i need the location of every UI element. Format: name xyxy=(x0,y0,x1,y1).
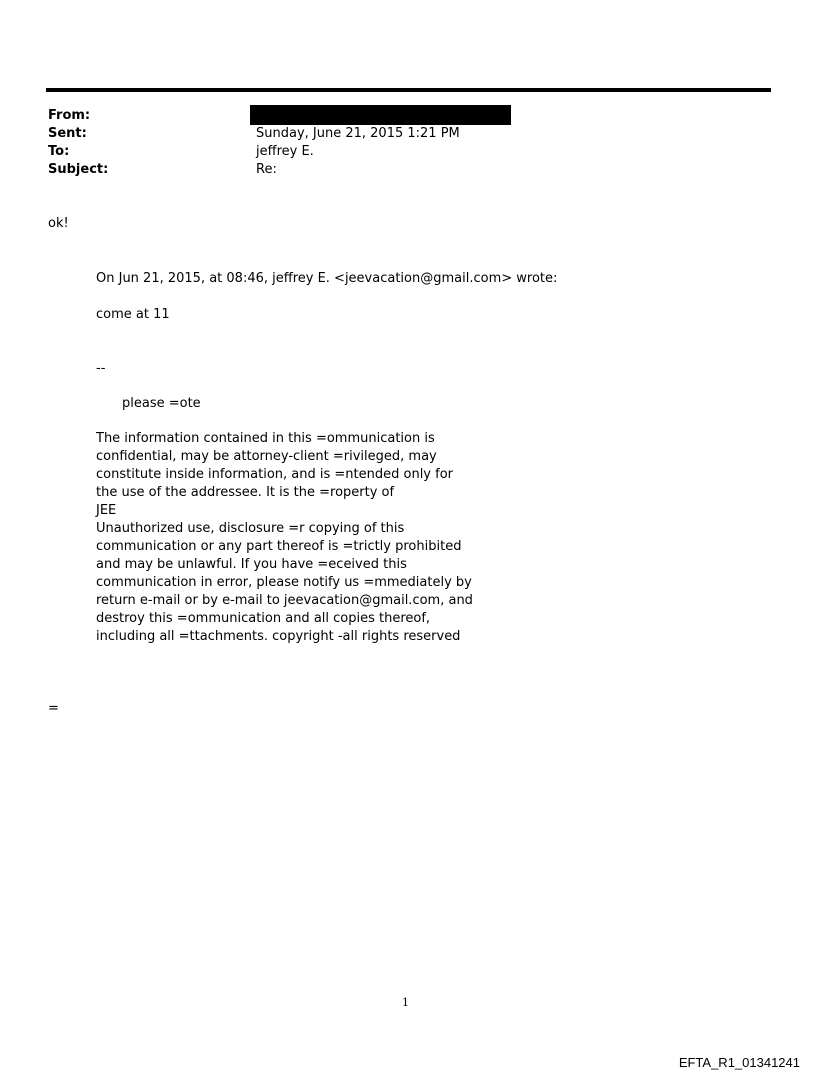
sent-value: Sunday, June 21, 2015 1:21 PM xyxy=(256,126,460,141)
please-note: please =ote xyxy=(122,396,201,411)
signature-separator: -- xyxy=(96,361,106,376)
to-label: To: xyxy=(48,144,70,159)
sent-label: Sent: xyxy=(48,126,87,141)
redacted-sender xyxy=(250,105,511,125)
disclaimer-line: and may be unlawful. If you have =eceived this xyxy=(96,557,407,572)
disclaimer-line: confidential, may be attorney-client =rivileged, may xyxy=(96,449,437,464)
reply-text: ok! xyxy=(48,216,69,231)
disclaimer-line: Unauthorized use, disclosure =r copying of this xyxy=(96,521,405,536)
confidentiality-disclaimer xyxy=(96,430,473,646)
disclaimer-line: constitute inside information, and is =ntended only for xyxy=(96,467,454,482)
disclaimer-line: destroy this =ommunication and all copies thereof, xyxy=(96,611,431,626)
from-label: From: xyxy=(48,108,91,123)
quote-text: come at 11 xyxy=(96,307,170,322)
subject-value: Re: xyxy=(256,162,277,177)
disclaimer-line: including all =ttachments. copyright -all rights reserved xyxy=(96,629,461,644)
disclaimer-line: communication in error, please notify us =mmediately by xyxy=(96,575,472,590)
disclaimer-line: JEE xyxy=(96,503,117,518)
disclaimer-line: The information contained in this =ommunication is xyxy=(96,431,435,446)
to-value: jeffrey E. xyxy=(256,144,314,159)
subject-label: Subject: xyxy=(48,162,109,177)
disclaimer-line: communication or any part thereof is =trictly prohibited xyxy=(96,539,462,554)
disclaimer-line: return e-mail or by e-mail to jeevacation@gmail.com, and xyxy=(96,593,473,608)
document-id: EFTA_R1_01341241 xyxy=(678,1055,800,1070)
header-rule xyxy=(46,88,771,92)
trailing-equals: = xyxy=(48,701,59,716)
disclaimer-line: the use of the addressee. It is the =roperty of xyxy=(96,485,395,500)
quote-intro: On Jun 21, 2015, at 08:46, jeffrey E. <jeevacation@gmail.com> wrote: xyxy=(96,271,558,286)
page-number: 1 xyxy=(402,996,409,1009)
